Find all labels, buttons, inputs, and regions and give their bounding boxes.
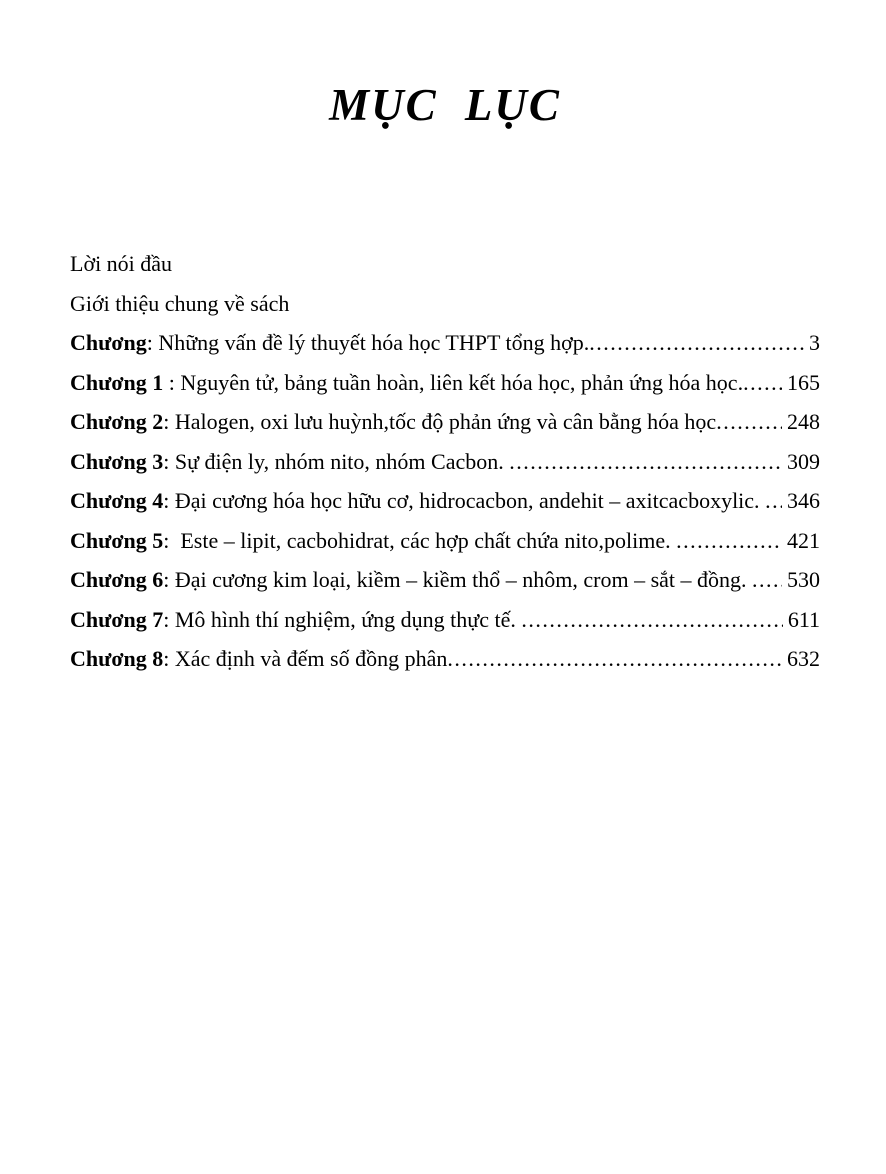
toc-entry <box>70 600 820 640</box>
toc-entry <box>70 363 820 403</box>
toc-entry-title: : Mô hình thí nghiệm, ứng dụng thực tế. <box>163 606 522 632</box>
toc-entry-title: : Sự điện ly, nhóm nito, nhóm Cacbon. <box>163 448 510 474</box>
toc-entry-title: Lời nói đầu <box>70 251 173 276</box>
page-title: MỤC LỤC <box>329 80 561 130</box>
toc-entry-title: : Đại cương hóa học hữu cơ, hidrocacbon, andehit – axitcacboxylic. <box>163 488 766 513</box>
toc-entry-page-number: 165 <box>787 369 820 395</box>
toc-entry-title: : Xác định và đếm số đồng phân <box>163 646 448 671</box>
toc-entry <box>70 521 820 561</box>
toc-entry-chapter-label: Chương 5 <box>70 527 164 553</box>
dot-leader <box>765 481 782 521</box>
toc-entry-page-number: 346 <box>787 488 820 513</box>
toc-entry-chapter-label: Chương 6 <box>70 567 164 592</box>
toc-entry-page-number: 309 <box>787 448 820 474</box>
dot-leader <box>521 600 782 640</box>
dot-leader <box>676 521 782 561</box>
dot-leader <box>589 323 804 363</box>
toc-entry <box>70 244 820 284</box>
toc-entry-chapter-label: Chương 2 <box>70 409 164 434</box>
toc-entry-chapter-label: Chương 7 <box>70 606 164 632</box>
toc-entry <box>70 323 820 363</box>
toc-entry-chapter-label: Chương 1 <box>70 369 164 395</box>
toc-entry-title: : Nguyên tử, bảng tuần hoàn, liên kết hóa học, phản ứng hóa học. <box>163 369 744 395</box>
toc-entry-page-number: 530 <box>787 567 820 592</box>
toc-entry-page-number: 632 <box>787 646 820 671</box>
toc-entry-page-number: 248 <box>787 409 820 434</box>
toc-entry <box>70 284 820 324</box>
dot-leader <box>716 402 782 442</box>
toc-entry-page-number: 3 <box>809 330 820 355</box>
toc-entry-title: : Đại cương kim loại, kiềm – kiềm thổ – nhôm, crom – sắt – đồng. <box>163 567 753 592</box>
toc-entry <box>70 639 820 679</box>
toc-entry <box>70 402 820 442</box>
dot-leader <box>752 560 782 600</box>
toc-entry <box>70 481 820 521</box>
toc-entry <box>70 442 820 482</box>
toc-entry-page-number: 421 <box>787 527 820 553</box>
dot-leader <box>509 442 782 482</box>
dot-leader <box>743 363 782 403</box>
toc-entry-title: : Những vấn đề lý thuyết hóa học THPT tổng hợp. <box>146 330 590 355</box>
toc-entry-chapter-label: Chương 3 <box>70 448 164 474</box>
dot-leader <box>447 639 782 679</box>
toc-entry-chapter-label: Chương <box>70 330 147 355</box>
toc-entry-title: : Halogen, oxi lưu huỳnh,tốc độ phản ứng và cân bằng hóa học <box>163 409 717 434</box>
toc-list <box>70 244 820 679</box>
toc-entry <box>70 560 820 600</box>
toc-entry-title: : Este – lipit, cacbohidrat, các hợp chất chứa nito,polime. <box>163 527 677 553</box>
toc-entry-page-number: 611 <box>787 606 820 632</box>
toc-entry-title: Giới thiệu chung về sách <box>70 290 290 316</box>
toc-entry-chapter-label: Chương 8 <box>70 646 164 671</box>
toc-entry-chapter-label: Chương 4 <box>70 488 164 513</box>
